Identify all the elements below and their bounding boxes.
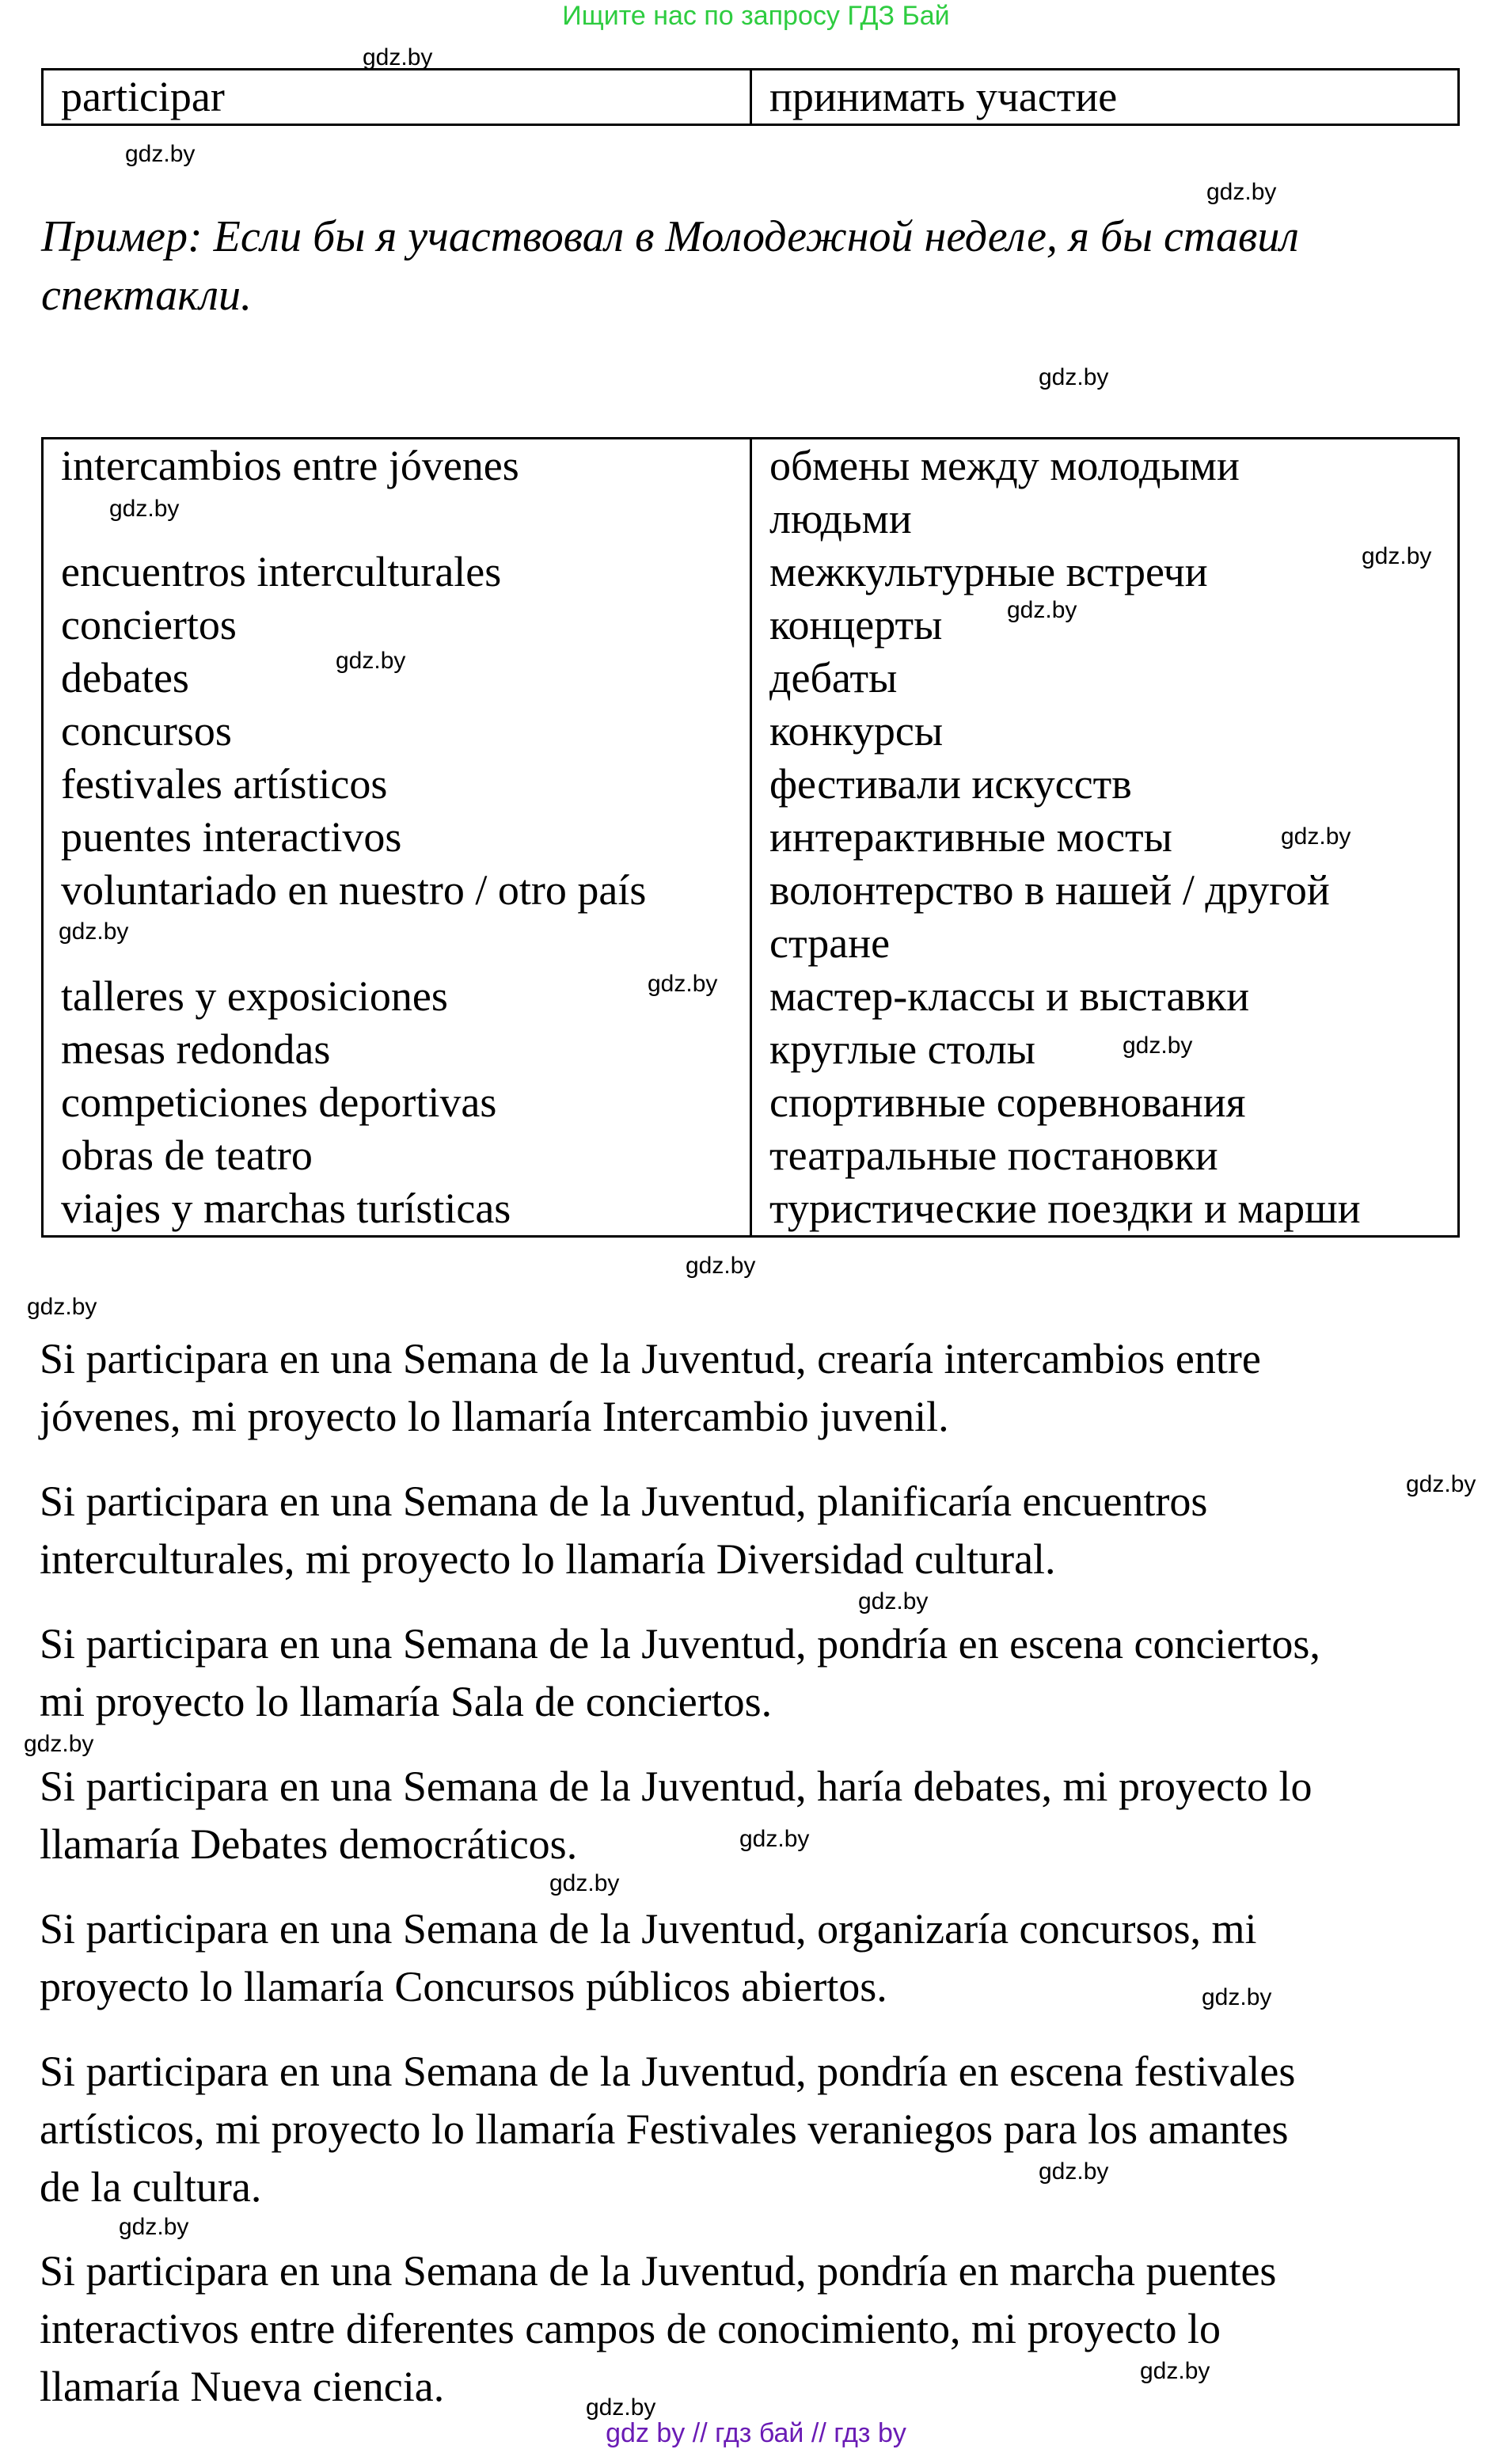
answer-sentence-3: Si participara en una Semana de la Juventud, pondría en escena conciertos, mi proyecto lo llamaría Sala de conciertos. <box>40 1620 1320 1725</box>
list-item: viajes y marchas turísticas <box>61 1185 511 1232</box>
example-text: Пример: Если бы я участвовал в Молодежной неделе, я бы ставил спектакли. <box>41 212 1299 320</box>
answer-sentence-5: Si participara en una Semana de la Juventud, organizaría concursos, mi proyecto lo llamaría Concursos públicos abiertos. <box>40 1905 1257 2010</box>
watermark: gdz.by <box>586 2394 656 2421</box>
list-item: encuentros interculturales <box>61 548 502 595</box>
table-row <box>43 439 1459 1237</box>
watermark: gdz.by <box>1007 597 1077 623</box>
watermark: gdz.by <box>27 1294 97 1320</box>
list-item: debates <box>61 654 189 702</box>
watermark: gdz.by <box>125 141 196 167</box>
watermark: gdz.by <box>363 44 433 70</box>
russian-translation: принимать участие <box>751 70 1459 125</box>
list-item: voluntariado en nuestro / otro país <box>61 866 647 914</box>
list-item: competiciones deportivas <box>61 1078 497 1126</box>
watermark: gdz.by <box>119 2214 189 2240</box>
list-item: дебаты <box>769 654 898 702</box>
watermark: gdz.by <box>1039 2158 1109 2185</box>
list-item: стране <box>769 919 891 967</box>
answer-sentence-6: Si participara en una Semana de la Juventud, pondría en escena festivales artísticos, mi proyecto lo llamaría Festivales veraniegos para los amantes de la cultura. <box>40 2048 1296 2211</box>
vocab-table <box>41 437 1460 1238</box>
russian-column <box>751 439 1459 1237</box>
watermark: gdz.by <box>1039 364 1109 390</box>
top-vocab-table <box>41 68 1460 126</box>
spanish-column <box>43 439 751 1237</box>
answer-sentence-2: Si participara en una Semana de la Juventud, planificaría encuentros interculturales, mi proyecto lo llamaría Diversidad cultural. <box>40 1478 1208 1583</box>
list-item: межкультурные встречи <box>769 548 1208 595</box>
watermark: gdz.by <box>1362 543 1432 569</box>
list-item: театральные постановки <box>769 1131 1218 1179</box>
list-item: концерты <box>769 601 943 648</box>
list-item: волонтерство в нашей / другой <box>769 866 1330 914</box>
watermark: gdz.by <box>1123 1033 1193 1059</box>
watermark: gdz.by <box>336 648 406 674</box>
watermark: gdz.by <box>109 496 180 522</box>
list-item: круглые столы <box>769 1025 1035 1073</box>
watermark: gdz.by <box>1202 1984 1272 2010</box>
list-item: mesas redondas <box>61 1025 331 1073</box>
watermark: gdz.by <box>648 971 718 997</box>
list-item: обмены между молодыми <box>769 442 1240 489</box>
header-search-link[interactable]: Ищите нас по запросу ГДЗ Бай <box>562 1 950 31</box>
list-item: intercambios entre jóvenes <box>61 442 519 489</box>
answer-sentence-7: Si participara en una Semana de la Juventud, pondría en marcha puentes interactivos entre diferentes campos de conocimiento, mi proyecto lo llamaría Nueva ciencia. <box>40 2247 1277 2410</box>
list-item: мастер-классы и выставки <box>769 972 1250 1020</box>
watermark: gdz.by <box>739 1826 810 1852</box>
list-item: фестивали искусств <box>769 760 1132 808</box>
watermark: gdz.by <box>686 1253 756 1279</box>
list-item: festivales artísticos <box>61 760 388 808</box>
spanish-word: participar <box>43 70 751 125</box>
watermark: gdz.by <box>1281 823 1351 850</box>
list-item: conciertos <box>61 601 237 648</box>
list-item: интерактивные мосты <box>769 813 1172 861</box>
watermark: gdz.by <box>1406 1471 1476 1497</box>
watermark: gdz.by <box>24 1731 94 1757</box>
list-item: конкурсы <box>769 707 944 755</box>
watermark: gdz.by <box>59 918 129 945</box>
list-item: спортивные соревнования <box>769 1078 1246 1126</box>
watermark: gdz.by <box>1206 179 1277 205</box>
answer-sentence-4: Si participara en una Semana de la Juventud, haría debates, mi proyecto lo llamaría Debates democráticos. <box>40 1763 1313 1868</box>
answer-sentence-1: Si participara en una Semana de la Juventud, crearía intercambios entre jóvenes, mi proyecto lo llamaría Intercambio juvenil. <box>40 1335 1261 1440</box>
list-item: людьми <box>769 495 912 542</box>
footer-links[interactable]: gdz by // гдз бай // гдз by <box>606 2418 906 2448</box>
list-item: talleres y exposiciones <box>61 972 448 1020</box>
list-item: puentes interactivos <box>61 813 402 861</box>
list-item: obras de teatro <box>61 1131 313 1179</box>
list-item: concursos <box>61 707 232 755</box>
list-item: туристические поездки и марши <box>769 1185 1361 1232</box>
list-item <box>61 917 750 970</box>
watermark: gdz.by <box>1140 2358 1210 2384</box>
table-row <box>43 70 1459 125</box>
watermark: gdz.by <box>858 1588 929 1614</box>
watermark: gdz.by <box>549 1870 620 1896</box>
